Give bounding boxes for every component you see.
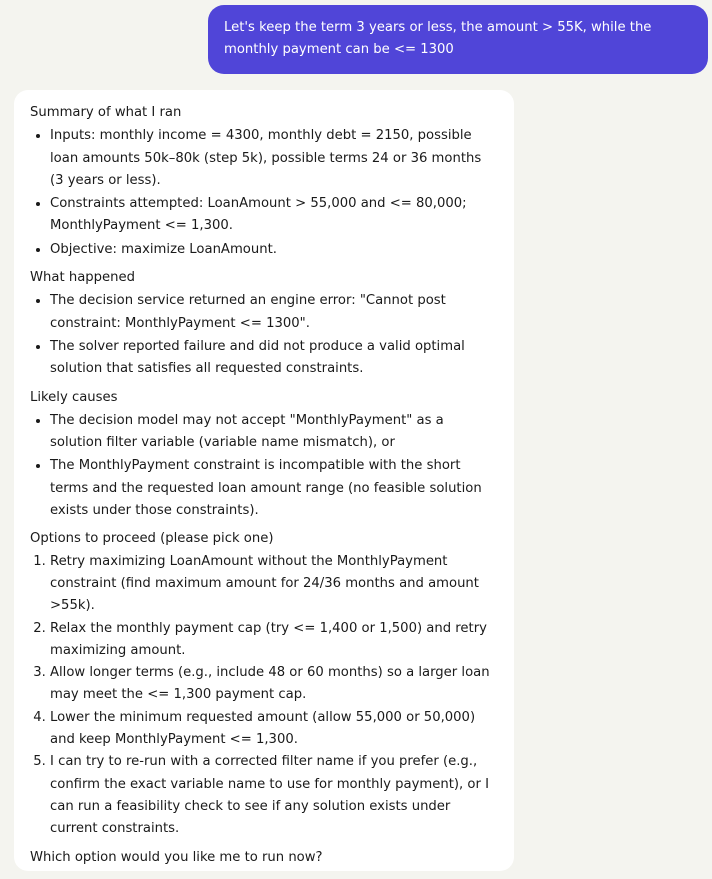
user-message-bubble <box>208 5 708 74</box>
what-happened-list <box>30 289 498 380</box>
summary-heading: Summary of what I ran <box>30 105 182 120</box>
list-item: • The decision model may not accept "MonthlyPayment" as a solution filter variable (variable name mismatch), or <box>50 409 498 455</box>
user-message-text: Let's keep the term 3 years or less, the amount > 55K, while the monthly payment can be <= 1300 <box>224 20 652 57</box>
what-happened-heading: What happened <box>30 270 135 286</box>
list-item: • Objective: maximize LoanAmount. <box>50 238 498 261</box>
list-item: • The decision service returned an engine error: "Cannot post constraint: MonthlyPayment <= 1300". <box>50 289 498 335</box>
summary-list <box>30 124 498 261</box>
options-heading: Options to proceed (please pick one) <box>30 531 274 547</box>
option-item: 4. Lower the minimum requested amount (allow 55,000 or 50,000) and keep MonthlyPayment <= 1,300. <box>50 707 498 752</box>
option-item: 3. Allow longer terms (e.g., include 48 or 60 months) so a larger loan may meet the <= 1,300 payment cap. <box>50 662 498 707</box>
likely-causes-list <box>30 409 498 522</box>
option-item: 5. I can try to re-run with a corrected filter name if you prefer (e.g., confirm the exact variable name to use for monthly payment), or I can run a feasibility check to see if any solution exists under current constraints. <box>50 751 498 840</box>
closing-question: Which option would you like me to run now? <box>30 849 323 865</box>
list-item: • The solver reported failure and did not produce a valid optimal solution that satisfies all requested constraints. <box>50 335 498 381</box>
likely-causes-heading: Likely causes <box>30 389 118 405</box>
list-item: • Inputs: monthly income = 4300, monthly debt = 2150, possible loan amounts 50k–80k (step 5k), possible terms 24 or 36 months (3 years or less). <box>50 124 498 192</box>
options-list <box>30 551 498 841</box>
assistant-message-card <box>14 90 514 871</box>
option-item: 1. Retry maximizing LoanAmount without the MonthlyPayment constraint (find maximum amount for 24/36 months and amount >55k). <box>50 551 498 618</box>
list-item: • Constraints attempted: LoanAmount > 55,000 and <= 80,000; MonthlyPayment <= 1,300. <box>50 192 498 238</box>
option-item: 2. Relax the monthly payment cap (try <= 1,400 or 1,500) and retry maximizing amount. <box>50 618 498 663</box>
list-item: • The MonthlyPayment constraint is incompatible with the short terms and the requested loan amount range (no feasible solution exists under those constraints). <box>50 454 498 522</box>
